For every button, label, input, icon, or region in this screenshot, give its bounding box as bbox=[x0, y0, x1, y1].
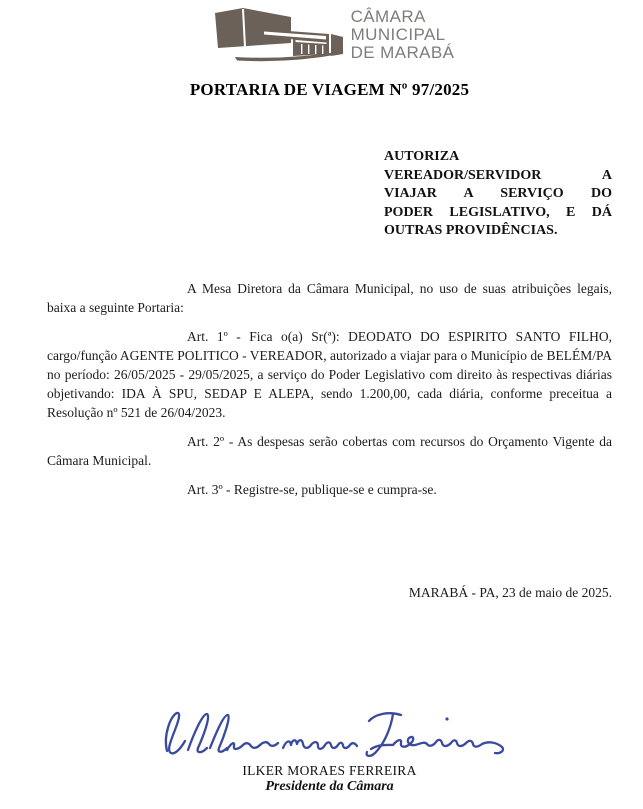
article-1-paragraph: Art. 1º - Fica o(a) Sr(ª): DEODATO DO ESPIRITO SANTO FILHO, cargo/função AGENTE POLITICO - VEREADOR, autorizado a viajar para o Município de BELÉM/PA no período: 26/05/2025 - 29/05/2025, a serviço do Poder Legislativo com direito às respectivas diárias objetivando: IDA À SPU, SEDAP E ALEPA, sendo 1.200,00, cada diária, conforme preceitua a Resolução nº 521 de 26/04/2023. bbox=[47, 328, 612, 420]
org-name-line: DE MARABÁ bbox=[350, 43, 455, 62]
header-logo bbox=[47, 4, 612, 66]
summary-line: PODER LEGISLATIVO, E DÁ bbox=[384, 204, 612, 220]
org-name bbox=[351, 8, 455, 62]
org-name-line: CÂMARA bbox=[350, 7, 426, 26]
summary-line: VEREADOR/SERVIDOR A bbox=[384, 167, 612, 183]
summary-line: OUTRAS PROVIDÊNCIAS. bbox=[384, 223, 558, 238]
dateline: MARABÁ - PA, 23 de maio de 2025. bbox=[408, 584, 612, 600]
signatory-role: Presidente da Câmara bbox=[265, 778, 394, 794]
building-icon bbox=[205, 4, 343, 66]
page-title: PORTARIA DE VIAGEM Nº 97/2025 bbox=[189, 80, 470, 99]
summary-line: VIAJAR A SERVIÇO DO bbox=[384, 186, 612, 201]
summary-line: AUTORIZA bbox=[384, 149, 460, 164]
preamble-paragraph: A Mesa Diretora da Câmara Municipal, no uso de suas atribuições legais, baixa a seguinte Portaria: bbox=[47, 280, 612, 315]
article-2-paragraph: Art. 2º - As despesas serão cobertas com recursos do Orçamento Vigente da Câmara Municipal. bbox=[47, 433, 612, 468]
org-name-line: MUNICIPAL bbox=[350, 25, 446, 44]
summary-clause bbox=[384, 148, 612, 241]
signatory-name: ILKER MORAES FERREIRA bbox=[242, 762, 417, 778]
article-3-paragraph: Art. 3º - Registre-se, publique-se e cumpra-se. bbox=[187, 481, 437, 497]
signature-ink bbox=[161, 701, 511, 763]
